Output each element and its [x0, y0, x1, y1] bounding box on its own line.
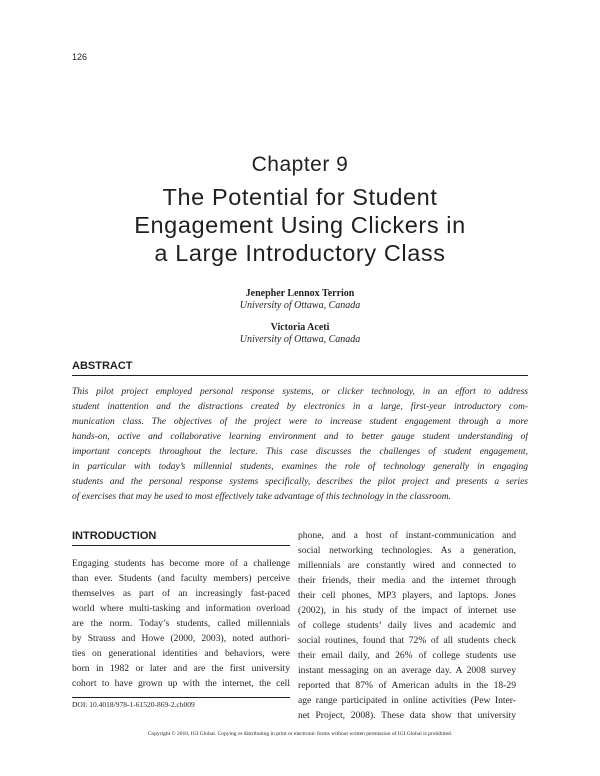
- body-line: their cell phones, MP3 players, and laptops. Jones: [298, 590, 516, 601]
- body-line: born in 1982 or later and are the first university: [72, 663, 290, 674]
- abstract-line: important concepts throughout the lecture. This case discusses the challenges of student engagement,: [72, 447, 528, 457]
- doi-footnote: DOI: 10.4018/978-1-61520-869-2.ch009: [72, 700, 195, 709]
- body-line: than ever. Students (and faculty members) perceive: [72, 573, 290, 584]
- body-line: net Project, 2008). These data show that university: [298, 710, 516, 721]
- author-affiliation: University of Ottawa, Canada: [239, 334, 361, 345]
- abstract-line: in particular with today’s millennial students, examines the role of technology generally in engaging: [72, 462, 528, 472]
- body-line: reported that 87% of American adults in the 18-29: [298, 680, 516, 691]
- introduction-heading: INTRODUCTION: [72, 530, 157, 542]
- abstract-heading: ABSTRACT: [72, 360, 133, 372]
- abstract-line: of exercises that may be used to most effectively take advantage of this technology in the classroom.: [72, 492, 451, 502]
- abstract-line: students and the personal response systems specifically, describes the pilot project and presents a series: [72, 477, 528, 487]
- body-line: of college students’ daily lives and academic and: [298, 620, 516, 631]
- chapter-title: [70, 183, 530, 267]
- introduction-left-column: [72, 556, 290, 691]
- body-line: social routines, found that 72% of all students check: [298, 635, 516, 646]
- title-line: The Potential for Student: [162, 184, 438, 210]
- title-line: Engagement Using Clickers in: [134, 212, 466, 238]
- body-line: (2002), in his study of the impact of internet use: [298, 605, 516, 616]
- body-line: ties on generational identities and behaviors, were: [72, 648, 290, 659]
- body-line: phone, and a host of instant-communication and: [298, 530, 516, 541]
- body-line: are the norm. Today’s students, called millennials: [72, 618, 290, 629]
- body-line: their friends, their media and the internet through: [298, 575, 516, 586]
- body-line: age range participated in online activities (Pew Inter-: [298, 695, 516, 706]
- body-line: Engaging students has become more of a challenge: [72, 558, 290, 569]
- body-line: themselves as part of an increasingly fast-paced: [72, 588, 290, 599]
- abstract-divider: [72, 375, 528, 376]
- body-line: social networking technologies. As a generation,: [298, 545, 516, 556]
- body-line: cohort to have grown up with the internet, the cell: [72, 678, 290, 689]
- introduction-right-column: [298, 528, 516, 723]
- abstract-line: This pilot project employed personal response systems, or clicker technology, in an effort to address: [72, 387, 528, 397]
- body-line: their email daily, and 26% of college students use: [298, 650, 516, 661]
- abstract-body: [72, 385, 528, 505]
- footnote-divider: [72, 697, 290, 698]
- abstract-line: student inattention and the distractions created by electronics in a large, first-year introductory com-: [72, 402, 528, 412]
- copyright-notice: Copyright © 2010, IGI Global. Copying or distributing in print or electronic forms without written permission of IGI Global is prohibited.: [147, 731, 453, 737]
- body-line: instant messaging on an average day. A 2008 survey: [298, 665, 516, 676]
- title-line: a Large Introductory Class: [154, 240, 446, 266]
- abstract-line: hands-on, active and collaborative learning environment and to better gauge student understanding of: [72, 432, 528, 442]
- author-name: Jenepher Lennox Terrion: [245, 288, 355, 299]
- author-affiliation: University of Ottawa, Canada: [239, 300, 361, 311]
- abstract-line: munication class. The objectives of the project were to increase student engagement through a more: [72, 417, 528, 427]
- page-number: 126: [72, 52, 88, 62]
- author-name: Victoria Aceti: [270, 322, 330, 333]
- body-line: by Strauss and Howe (2000, 2003), noted authori-: [72, 633, 290, 644]
- body-line: millennials are constantly wired and connected to: [298, 560, 516, 571]
- chapter-label: Chapter 9: [251, 153, 349, 176]
- introduction-divider: [72, 545, 290, 546]
- body-line: world where multi-tasking and information overload: [72, 603, 290, 614]
